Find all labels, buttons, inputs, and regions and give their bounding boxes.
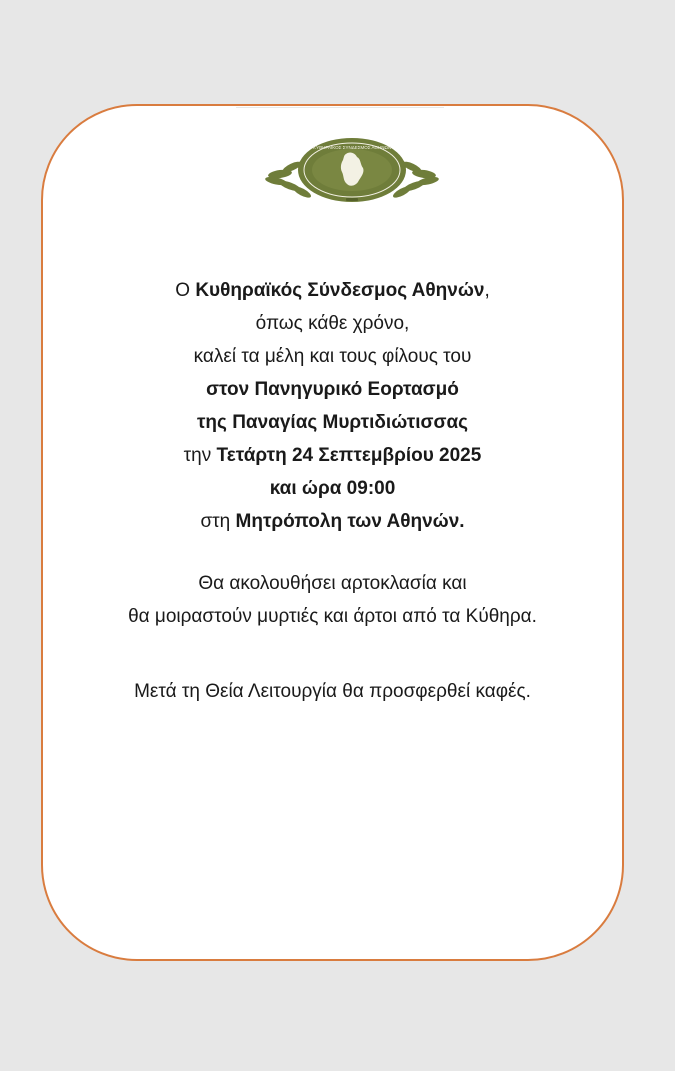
event-location: Μητρόπολη των Αθηνών.	[235, 511, 465, 532]
organizer-prefix: Ο	[175, 280, 196, 301]
invites-line: καλεί τα μέλη και τους φίλους του	[193, 346, 472, 367]
event-date: Τετάρτη 24 Σεπτεμβρίου 2025	[216, 445, 482, 466]
feast-name-line: της Παναγίας Μυρτιδιώτισσας	[196, 412, 469, 433]
date-line	[41, 439, 624, 472]
after-service-paragraph	[41, 567, 624, 633]
organizer-name: Κυθηραϊκός Σύνδεσμος Αθηνών	[195, 280, 485, 301]
location-prefix: στη	[200, 511, 236, 532]
coffee-paragraph	[41, 675, 624, 708]
organizer-suffix: ,	[484, 280, 490, 301]
celebration-line: στον Πανηγυρικό Εορτασμό	[206, 379, 459, 400]
coffee-line: Μετά τη Θεία Λειτουργία θα προσφερθεί καφές.	[134, 681, 531, 702]
organizer-line	[41, 274, 624, 307]
seal-ring-text: ΚΥΘΗΡΑΪΚΟΣ ΣΥΝΔΕΣΜΟΣ ΑΘΗΝΩΝ	[312, 145, 392, 150]
invitation-text	[41, 274, 624, 538]
distribution-line: θα μοιραστούν μυρτιές και άρτοι από τα Κύθηρα.	[128, 606, 537, 627]
olive-wreath-seal-icon	[262, 134, 442, 212]
time-line: και ώρα 09:00	[269, 478, 396, 499]
location-line	[41, 505, 624, 538]
top-divider	[236, 107, 444, 108]
every-year-line: όπως κάθε χρόνο,	[255, 313, 410, 334]
date-prefix: την	[183, 445, 217, 466]
artoklasia-line: Θα ακολουθήσει αρτοκλασία και	[198, 573, 467, 594]
